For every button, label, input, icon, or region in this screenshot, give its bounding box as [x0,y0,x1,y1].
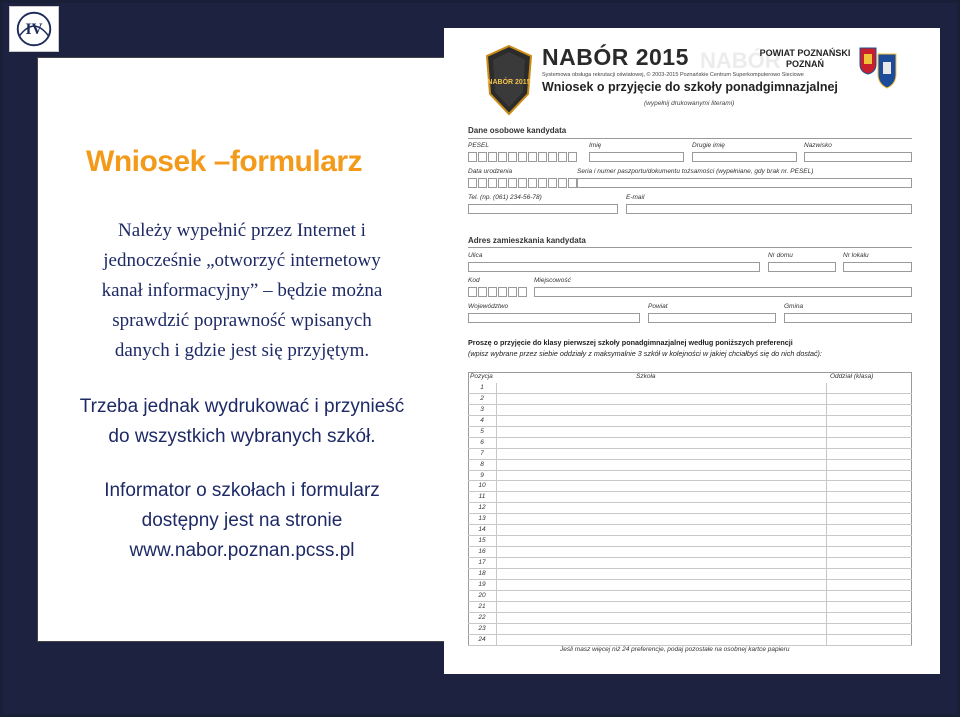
form-title: Wniosek o przyjęcie do szkoły ponadgimnazjalnej [542,80,838,94]
row-number: 9 [480,471,484,479]
powiat-label [740,48,870,70]
row-number: 11 [478,493,486,501]
label-pesel: PESEL [468,142,489,149]
field-drugie-imie [692,152,797,162]
school-logo [9,6,59,52]
powiat-line: POWIAT POZNAŃSKI [759,48,851,58]
field-tel [468,204,618,214]
row-number: 16 [478,548,486,556]
row-number: 21 [478,602,486,610]
label-nr-lokalu: Nr lokalu [843,252,869,259]
table-row [468,602,912,613]
field-gmina [784,313,912,323]
table-row [468,635,912,646]
row-number: 4 [480,416,484,424]
row-number: 19 [478,580,486,588]
row-number: 17 [478,559,486,566]
table-row [468,427,912,438]
row-number: 6 [480,438,484,446]
paragraph-line: jednocześnie „otworzyć internetowy [103,250,381,271]
paragraph-print [46,392,438,452]
badge-text: NABÓR 2015 [487,79,531,86]
paragraph-line: danych i gdzie jest się przyjętym. [114,340,370,361]
paragraph-line: kanał informacyjny” – będzie można [101,280,383,301]
label-ulica: Ulica [468,252,483,259]
field-nr-lokalu [843,262,912,272]
table-row [468,438,912,449]
paragraph-internet [46,216,438,366]
row-number: 20 [478,591,486,599]
row-number: 22 [478,613,486,621]
field-ulica [468,262,760,272]
row-number: 2 [480,394,484,402]
label-data-urodzenia: Data urodzenia [468,168,513,175]
label-powiat: Powiat [648,303,668,310]
table-row [468,460,912,471]
label-email: E-mail [626,194,645,201]
section-personal-data: Dane osobowe kandydata [468,126,567,135]
birthdate-cells [468,178,578,188]
paragraph-informator [46,476,438,566]
field-miejscowosc [534,287,912,297]
powiat-line: POZNAŃ [786,59,824,69]
divider [468,247,912,248]
table-row [468,536,912,547]
field-imie [589,152,684,162]
table-row [468,481,912,492]
coat-of-arms-icon [858,44,898,94]
row-number: 24 [478,635,486,643]
table-row [468,383,912,394]
table-row [468,449,912,460]
label-nazwisko: Nazwisko [804,142,832,149]
row-number: 14 [478,526,486,534]
table-row [468,624,912,635]
table-row [468,591,912,602]
row-number: 3 [480,405,484,413]
header-szkola: Szkoła [636,373,656,380]
table-row [468,569,912,580]
form-footer: Jeśli masz więcej niż 24 preferencje, podaj pozostałe na osobnej kartce papieru [560,646,790,653]
table-row [468,558,912,569]
field-nr-domu [768,262,836,272]
label-wojewodztwo: Województwo [468,303,509,310]
label-drugie-imie: Drugie imię [692,142,725,149]
paragraph-line: Należy wypełnić przez Internet i [118,220,366,241]
row-number: 5 [480,427,484,435]
paragraph-line: dostępny jest na stronie [141,510,343,531]
paragraph-line: Informator o szkołach i formularz [104,480,380,501]
row-number: 13 [478,515,486,523]
field-email [626,204,912,214]
paragraph-line: do wszystkich wybranych szkół. [108,426,376,447]
application-form-image [444,28,940,674]
table-row [468,547,912,558]
table-row [468,580,912,591]
row-number: 10 [478,482,486,490]
label-miejscowosc: Miejscowość [534,277,571,284]
label-seria: Seria i numer paszportu/dokumentu tożsamości (wypełniane, gdy brak nr. PESEL) [577,168,814,175]
preferences-instructions: (wpisz wybrane przez siebie oddziały z maksymalnie 3 szkół w kolejności w jakiej chciałbyś się do nich dostać): [468,349,822,358]
field-seria [577,178,912,188]
row-number: 8 [480,460,484,468]
label-nr-domu: Nr domu [768,252,793,259]
logo-text: IV [25,20,43,38]
postcode-cells [468,287,528,297]
row-number: 1 [480,384,484,391]
form-brand-ghost: NABÓR [700,48,781,73]
header-oddzial: Oddział (klasa) [830,373,874,380]
field-wojewodztwo [468,313,640,323]
label-kod: Kod [468,277,480,284]
label-imie: Imię [589,142,602,149]
table-row [468,503,912,514]
form-brand: NABÓR 2015 [542,44,689,70]
form-note: (wypełnij drukowanymi literami) [644,100,735,107]
table-row [468,416,912,427]
nabor-badge-icon [484,44,534,116]
slide-title: Wniosek –formularz [86,145,363,178]
label-gmina: Gmina [784,303,804,310]
row-number: 23 [478,624,486,632]
header-pozycja: Pozycja [470,373,493,380]
table-row [468,492,912,503]
table-row [468,514,912,525]
preferences-heading: Proszę o przyjęcie do klasy pierwszej szkoły ponadgimnazjalnej według poniższych preferencji [468,338,793,347]
pesel-cells [468,152,578,162]
row-number: 7 [480,449,484,457]
table-row [468,471,912,482]
table-row [468,613,912,624]
paragraph-line: Trzeba jednak wydrukować i przynieść [79,396,405,417]
section-address: Adres zamieszkania kandydata [468,236,586,245]
table-row [468,394,912,405]
table-row [468,525,912,536]
label-tel: Tel. (np. (061) 234-56-78) [468,194,542,201]
paragraph-line: sprawdzić poprawność wpisanych [112,310,372,331]
row-number: 15 [478,537,486,545]
field-powiat [648,313,776,323]
table-row [468,405,912,416]
system-line: Systemowa obsługa rekrutacji oświatowej, © 2003-2015 Poznańskie Centrum Superkomputerowo Sieciowe [542,72,804,78]
divider [468,138,912,139]
preferences-rows [468,383,912,646]
field-nazwisko [804,152,912,162]
website-link[interactable]: www.nabor.poznan.pcss.pl [129,540,355,561]
row-number: 12 [478,504,486,512]
row-number: 18 [478,569,486,577]
